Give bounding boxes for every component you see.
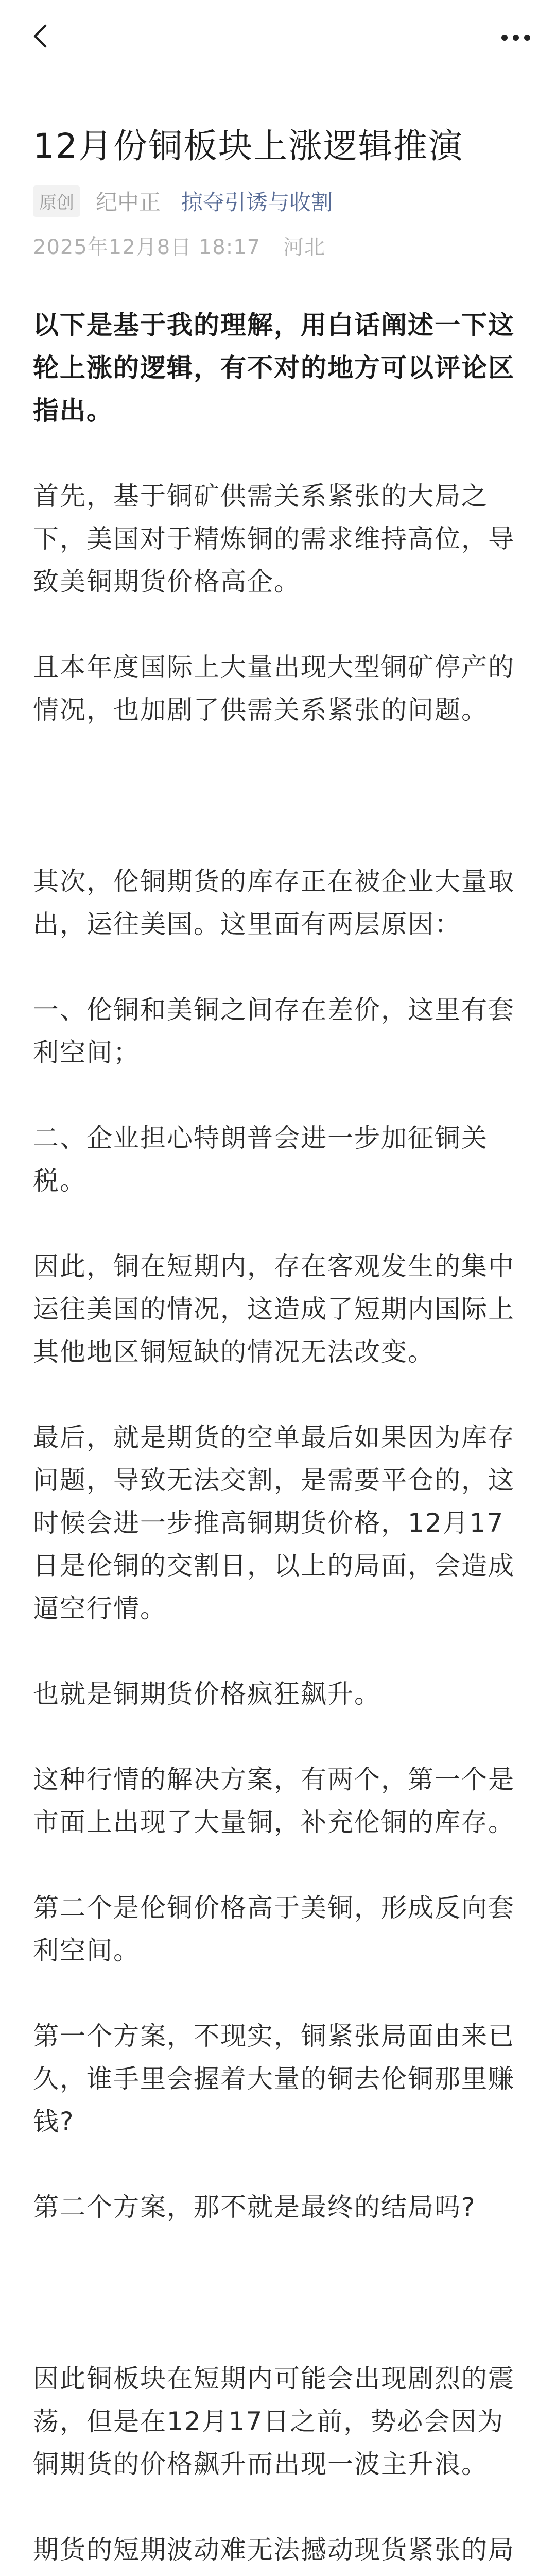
paragraph: 最后，就是期货的空单最后如果因为库存问题，导致无法交割，是需要平仓的，这时候会进一步推高铜期货价格，12月17日是伦铜的交割日，以上的局面，会造成逼空行情。 xyxy=(33,1422,515,1623)
back-button[interactable] xyxy=(27,22,56,50)
paragraph: 以下是基于我的理解，用白话阐述一下这轮上涨的逻辑，有不对的地方可以评论区指出。 xyxy=(33,310,515,426)
paragraph: 首先，基于铜矿供需关系紧张的大局之下，美国对于精炼铜的需求维持高位，导致美铜期货价格高企。 xyxy=(33,481,515,597)
publish-location: 河北 xyxy=(283,235,325,259)
more-icon xyxy=(500,30,531,45)
paragraph: 因此，铜在短期内，存在客观发生的集中运往美国的情况，这造成了短期内国际上其他地区铜短缺的情况无法改变。 xyxy=(33,1251,515,1367)
paragraph: 且本年度国际上大量出现大型铜矿停产的情况，也加剧了供需关系紧张的问题。 xyxy=(33,652,515,725)
back-icon xyxy=(27,22,56,50)
paragraph: 二、企业担心特朗普会进一步加征铜关税。 xyxy=(33,1123,488,1196)
account-link[interactable]: 掠夺引诱与收割 xyxy=(181,190,333,215)
original-badge: 原创 xyxy=(33,185,80,217)
paragraph: 第二个是伦铜价格高于美铜，形成反向套利空间。 xyxy=(33,1893,515,1965)
publish-date: 2025年12月8日 18:17 xyxy=(33,235,261,259)
paragraph: 因此铜板块在短期内可能会出现剧烈的震荡，但是在12月17日之前，势必会因为铜期货的价格飙升而出现一波主升浪。 xyxy=(33,2364,515,2479)
article-title: 12月份铜板块上涨逻辑推演 xyxy=(33,126,463,166)
paragraph: 一、伦铜和美铜之间存在差价，这里有套利空间； xyxy=(33,995,515,1067)
paragraph: 这种行情的解决方案，有两个，第一个是市面上出现了大量铜，补充伦铜的库存。 xyxy=(33,1765,515,1837)
paragraph: 第一个方案，不现实，铜紧张局面由来已久，谁手里会握着大量的铜去伦铜那里赚钱? xyxy=(33,2021,515,2137)
more-button[interactable] xyxy=(500,30,531,45)
paragraph: 第二个方案，那不就是最终的结局吗? xyxy=(33,2192,476,2222)
paragraph: 其次，伦铜期货的库存正在被企业大量取出，运往美国。这里面有两层原因： xyxy=(33,867,515,939)
article-body xyxy=(33,304,522,2576)
article-meta xyxy=(33,184,333,217)
publish-info xyxy=(33,231,341,260)
paragraph: 也就是铜期货价格疯狂飙升。 xyxy=(33,1679,381,1709)
author-name[interactable]: 纪中正 xyxy=(96,190,161,215)
paragraph: 期货的短期波动难无法撼动现货紧张的局 xyxy=(33,2535,515,2565)
